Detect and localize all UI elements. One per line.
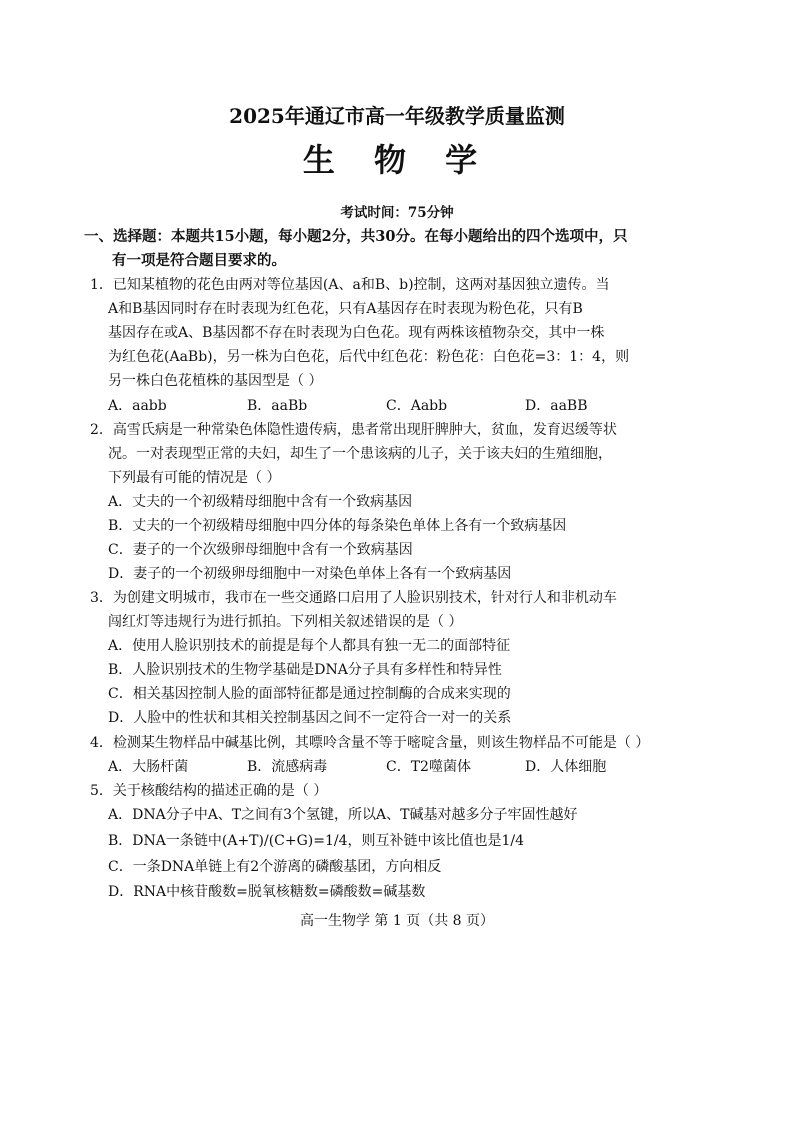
q1-line-5: 另一株白色花植株的基因型是（ ）: [108, 373, 323, 389]
subject-title: 生 物 学: [302, 141, 492, 179]
q3-option-b: B．人脸识别技术的生物学基础是DNA分子具有多样性和特异性: [108, 662, 502, 678]
q5-option-c: C．一条DNA单链上有2个游离的磷酸基团，方向相反: [108, 859, 442, 875]
exam-title: 2025年通辽市高一年级教学质量监测: [229, 104, 565, 128]
exam-time: 考试时间：75分钟: [340, 205, 454, 221]
q3-option-d: D．人脸中的性状和其相关控制基因之间不一定符合一对一的关系: [108, 710, 512, 726]
q5-option-b: B．DNA一条链中(A+T)/(C+G)=1/4，则互补链中该比值也是1/4: [108, 833, 525, 849]
page-footer: 高一生物学 第 1 页（共 8 页）: [299, 913, 495, 929]
q1-line-1: 1．已知某植物的花色由两对等位基因(A、a和B、b)控制，这两对基因独立遗传。当: [90, 277, 610, 293]
q3-option-a: A．使用人脸识别技术的前提是每个人都具有独一无二的面部特征: [108, 638, 511, 654]
q5-option-a: A．DNA分子中A、T之间有3个氢键，所以A、T碱基对越多分子牢固性越好: [108, 807, 578, 823]
q5-line: 5．关于核酸结构的描述正确的是（ ）: [90, 783, 328, 799]
q2-option-b: B．丈夫的一个初级精母细胞中四分体的每条染色单体上各有一个致病基因: [108, 518, 567, 534]
q4-option-c: C．T2噬菌体: [386, 759, 471, 775]
q3-line-1: 3．为创建文明城市，我市在一些交通路口启用了人脸识别技术，针对行人和非机动车: [90, 590, 617, 606]
q2-line-3: 下列最有可能的情况是（ ）: [108, 470, 281, 486]
q3-line-2: 闯红灯等违规行为进行抓拍。下列相关叙述错误的是（ ）: [108, 614, 463, 630]
q2-line-2: 况。一对表现型正常的夫妇，却生了一个患该病的儿子，关于该夫妇的生殖细胞，: [108, 446, 612, 462]
q4-option-a: A．大肠杆菌: [108, 759, 189, 775]
q4-option-b: B．流感病毒: [247, 759, 328, 775]
q1-line-2: A和B基因同时存在时表现为红色花，只有A基因存在时表现为粉色花，只有B: [108, 301, 583, 317]
q4-line: 4．检测某生物样品中碱基比例，其嘌呤含量不等于嘧啶含量，则该生物样品不可能是（ ）: [90, 735, 650, 751]
q4-option-d: D．人体细胞: [525, 759, 607, 775]
q2-line-1: 2．高雪氏病是一种常染色体隐性遗传病，患者常出现肝脾肿大，贫血，发育迟缓等状: [90, 422, 617, 438]
q1-option-b: B．aaBb: [247, 398, 308, 414]
section-heading-line1: 一、选择题：本题共15小题，每小题2分，共30分。在每小题给出的四个选项中，只: [84, 228, 628, 245]
q3-option-c: C．相关基因控制人脸的面部特征都是通过控制酶的合成来实现的: [108, 686, 511, 702]
q1-line-3: 基因存在或A、B基因都不存在时表现为白色花。现有两株该植物杂交，其中一株: [108, 325, 605, 341]
section-heading-line2: 有一项是符合题目要求的。: [112, 252, 286, 269]
q1-option-d: D．aaBB: [525, 398, 588, 414]
q5-option-d: D．RNA中核苷酸数=脱氧核糖数=磷酸数=碱基数: [108, 884, 426, 900]
q1-option-a: A．aabb: [108, 398, 167, 414]
q1-line-4: 为红色花(AaBb)，另一株为白色花，后代中红色花：粉色花：白色花=3：1：4，则: [108, 349, 630, 365]
q2-option-d: D．妻子的一个初级卵母细胞中一对染色单体上各有一个致病基因: [108, 566, 512, 582]
q2-option-c: C．妻子的一个次级卵母细胞中含有一个致病基因: [108, 542, 413, 558]
q1-option-c: C．Aabb: [386, 398, 448, 414]
q2-option-a: A．丈夫的一个初级精母细胞中含有一个致病基因: [108, 494, 413, 510]
